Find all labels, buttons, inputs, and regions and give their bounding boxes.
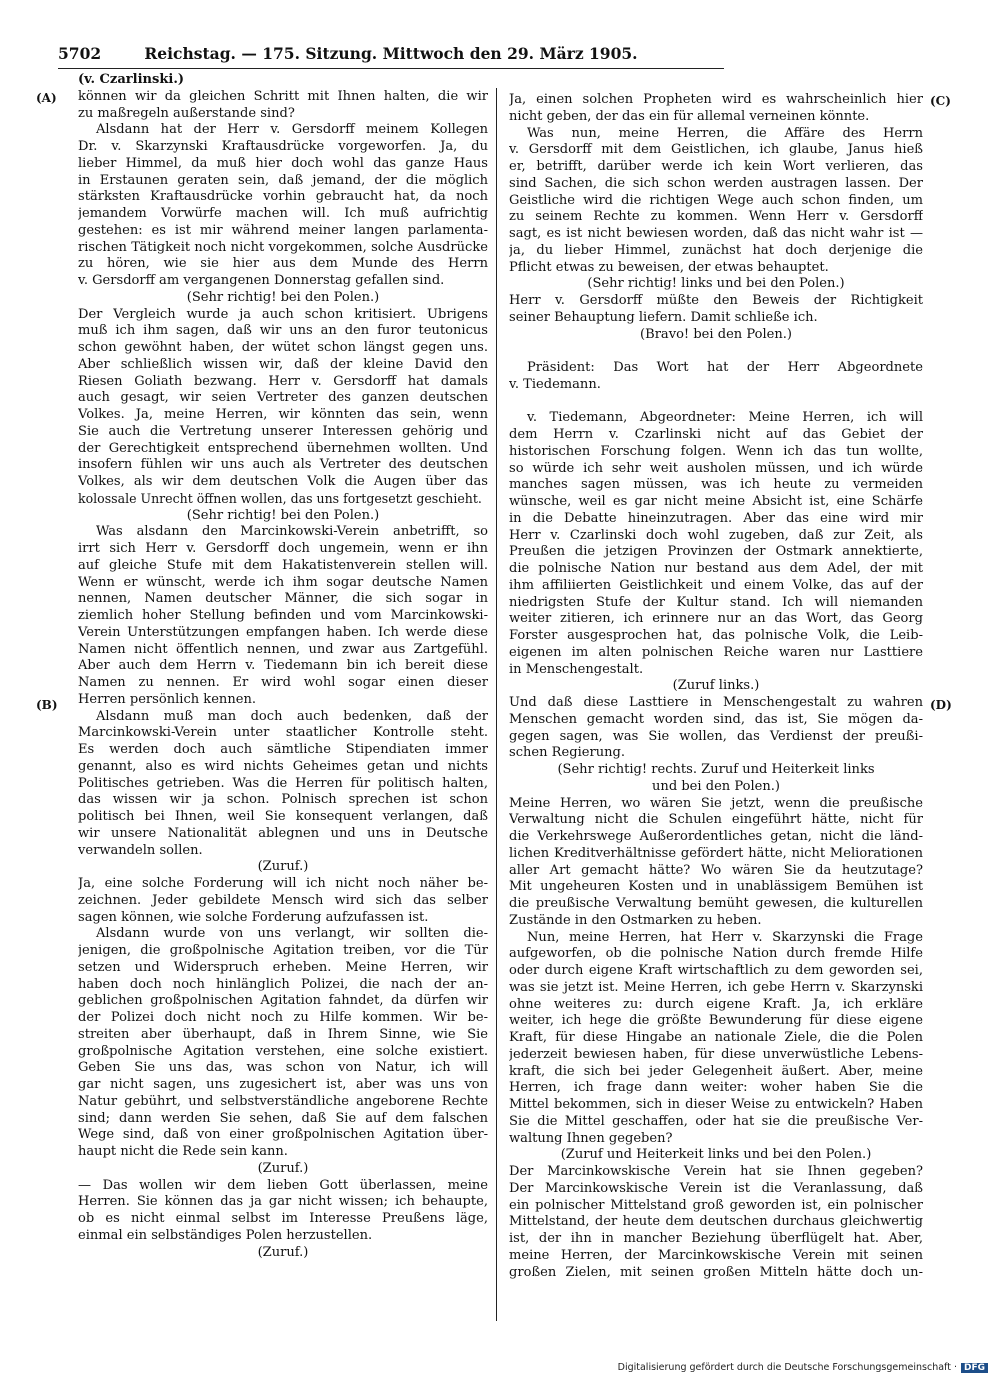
text-line: Volkes, als wir dem deutschen Volk die Augen über das	[78, 474, 488, 489]
margin-mark-d: (D)	[930, 698, 952, 712]
text-line: zu maßregeln außerstande sind?	[78, 105, 295, 121]
text-line: Pflicht etwas zu beweisen, der etwas behauptet.	[509, 259, 829, 275]
text-line: die preußische Verwaltung bemüht gewesen, die kulturellen	[509, 896, 923, 911]
margin-mark-a: (A)	[36, 91, 57, 105]
text-line: schen Regierung.	[509, 745, 626, 761]
text-line: sagen können, wie solche Forderung aufzufassen ist.	[78, 909, 429, 925]
page-number: 5702	[58, 44, 102, 63]
text-line: sind; dann werden Sie sehen, daß Sie auf dem falschen	[78, 1110, 488, 1126]
text-line: können wir da gleichen Schritt mit Ihnen halten, die wir	[78, 88, 488, 104]
text-line: Alsdann wurde von uns verlangt, wir sollten die-	[96, 926, 488, 942]
text-line: Geben Sie uns das, was schon von Natur, ich will	[78, 1060, 488, 1076]
text-line: Was alsdann den Marcinkowski-Verein anbetrifft, so	[96, 524, 488, 540]
text-line: kolossale Unrecht öffnen wollen, das uns fortgesetzt geschieht.	[78, 490, 482, 506]
interjection: (Sehr richtig! bei den Polen.)	[186, 289, 380, 305]
spacer	[509, 343, 923, 360]
text-line: auch gesagt, wir seien Vertreter des ganzen deutschen	[78, 390, 488, 406]
text-line: haben doch noch hinlänglich Polizei, die nach der an-	[78, 976, 488, 992]
text-line: Alsdann hat der Herr v. Gersdorff meinem Kollegen	[96, 122, 488, 138]
interjection: (Sehr richtig! links und bei den Polen.)	[587, 276, 845, 292]
text-line: in Menschengestalt.	[509, 661, 644, 677]
text-line: nicht geben, der das ein für allemal verneinen könnte.	[509, 108, 870, 124]
footer-credit	[618, 1362, 988, 1373]
text-line: die polnische Nation nur bestand aus dem Adel, der mit	[509, 561, 923, 576]
text-line: Politisches getrieben. Was die Herren für politisch halten,	[78, 775, 488, 791]
text-line: Herr v. Gersdorff müßte den Beweis der Richtigkeit	[509, 293, 923, 308]
page-header	[58, 44, 724, 68]
text-line: weiter zitieren, ich erinnere nur an das Wort, das Georg	[509, 611, 923, 627]
text-line: Der Vergleich wurde ja auch schon kritisiert. Übrigens	[78, 306, 488, 322]
text-line: der Gerechtigkeit entsprechend übernehmen wollten. Und	[78, 440, 488, 456]
interjection: (Zuruf.)	[257, 859, 309, 875]
margin-mark-b: (B)	[36, 698, 58, 712]
text-line: dem Herrn v. Czarlinski nicht auf das Gebiet der	[509, 427, 923, 442]
text-line: jederzeit bewiesen haben, für diese unverwüstliche Lebens-	[509, 1046, 923, 1062]
text-line: Mit ungeheuren Kosten und in unablässigem Bemühen ist	[509, 879, 923, 895]
column-divider	[496, 88, 497, 1321]
header-rule	[58, 68, 724, 69]
text-line: Mittelstand, der heute dem deutschen durchaus gleichwertig	[509, 1214, 923, 1230]
text-line: Sie die Mittel geschaffen, oder hat sie die preußische Ver-	[509, 1113, 923, 1129]
text-line: die Verkehrswege Außerordentliches getan, nicht die länd-	[509, 829, 923, 844]
text-line: muß ich ihm sagen, daß wir uns an den furor teutonicus	[78, 323, 488, 339]
text-line: Der Marcinkowskische Verein ist die Veranlassung, daß	[509, 1180, 923, 1196]
text-line: v. Tiedemann.	[509, 376, 601, 392]
text-line: Meine Herren, wo wären Sie jetzt, wenn die preußische	[509, 795, 923, 811]
text-line: Sie auch die Vertretung unserer Interessen gehörig und	[78, 423, 488, 439]
text-line: er, betrifft, darüber werde ich kein Wort verlieren, das	[509, 159, 923, 174]
text-line: historischen Forschung folgen. Wenn ich das tun wollte,	[509, 443, 923, 459]
text-line: oder durch eigene Kraft wirtschaftlich zu dem geworden sei,	[509, 963, 923, 978]
text-line: eigenen im alten polnischen Reiche waren nur Lasttiere	[509, 644, 923, 660]
text-line: nennen, Namen deutscher Männer, die sich sogar in	[78, 591, 488, 607]
text-line: Forster ausgesprochen hat, das polnische Volk, die Leib-	[509, 628, 923, 643]
text-line: auf gleiche Stufe mit dem Hakatistenverein stellen will.	[78, 557, 488, 573]
text-line: waltung Ihnen gegeben?	[509, 1130, 673, 1146]
text-line: gestehen: es ist mir während meiner langen parlamenta-	[78, 222, 488, 238]
text-line: Nun, meine Herren, hat Herr v. Skarzynski die Frage	[527, 929, 923, 945]
text-line: Preußen die jetzigen Provinzen der Ostmark annektierte,	[509, 544, 923, 560]
text-line: meine Herren, der Marcinkowskische Verein mit seinen	[509, 1247, 923, 1263]
text-line: — Das wollen wir dem lieben Gott überlassen, meine	[78, 1177, 488, 1193]
text-line: seiner Behauptung liefern. Damit schließe ich.	[509, 309, 818, 325]
text-line: aufgeworfen, ob die polnische Nation durch fremde Hilfe	[509, 946, 923, 962]
text-line: jenigen, die großpolnische Agitation treiben, vor die Tür	[78, 943, 488, 958]
text-line: Namen nicht öffentlich nennen, und zwar aus Zartgefühl.	[78, 641, 488, 657]
text-line: ein polnischer Mittelstand groß geworden ist, ein polnischer	[509, 1197, 923, 1213]
interjection: (Bravo! bei den Polen.)	[640, 326, 792, 342]
text-line: lieber Himmel, da muß hier doch wohl das ganze Haus	[78, 155, 488, 171]
text-line: großen Zielen, mit seinen großen Mitteln hätte doch un-	[509, 1264, 923, 1280]
text-line: wünsche, weil es gar nicht meine Absicht ist, eine Schärfe	[509, 494, 923, 509]
footer-text: Digitalisierung gefördert durch die Deutsche Forschungsgemeinschaft ·	[617, 1362, 957, 1373]
text-line: Ja, einen solchen Propheten wird es wahrscheinlich hier	[509, 92, 923, 107]
text-line: zu hören, wie sie hier aus dem Munde des Herrn	[78, 256, 488, 272]
text-line: ohne weiteres zu: durch eigene Kraft. Ja, ich erkläre	[509, 996, 923, 1012]
text-line: jemandem Vorwürfe machen will. Ich muß aufrichtig	[78, 206, 488, 221]
text-line: Herren persönlich kennen.	[78, 691, 257, 707]
text-line: politisch bei Ihnen, weil Sie konsequent verlangen, daß	[78, 809, 488, 824]
interjection: und bei den Polen.)	[652, 778, 780, 794]
interjection: (Sehr richtig! bei den Polen.)	[186, 507, 380, 523]
text-line: v. Gersdorff mit dem Geistlichen, ich glaube, Janus hieß	[509, 142, 923, 158]
text-line: das wissen wir ja schon. Polnisch sprechen ist schon	[78, 792, 488, 808]
dfg-logo: DFG	[961, 1363, 988, 1373]
text-line: gegen sagen, was Sie wollen, das Verdienst der preußi-	[509, 728, 923, 744]
text-line: ob es nicht einmal selbst im Interesse Preußens läge,	[78, 1211, 488, 1226]
text-line: niedrigsten Stufe der Kultur stand. Ich will niemanden	[509, 594, 923, 610]
text-line: genannt, also es wird nichts Geheimes getan und nichts	[78, 758, 488, 774]
text-line: Geistliche wird die richtigen Wege auch schon finden, um	[509, 192, 923, 208]
margin-mark-c: (C)	[930, 94, 951, 108]
text-line: sagt, es ist nicht bewiesen worden, daß das nicht wahr ist —	[509, 226, 923, 241]
text-line: lichen Kreditverhältnisse gefördert hätte, nicht Meliorationen	[509, 845, 923, 861]
text-line: haupt nicht die Rede sein kann.	[78, 1144, 288, 1159]
text-line: Namen zu nennen. Er wird wohl sogar einen dieser	[78, 675, 488, 690]
interjection: (Sehr richtig! rechts. Zuruf und Heiterkeit links	[557, 762, 875, 777]
text-line: Der Marcinkowskische Verein hat sie Ihnen gegeben?	[509, 1164, 923, 1179]
text-line: v. Gersdorff am vergangenen Donnerstag gefallen sind.	[78, 273, 445, 288]
text-line: Marcinkowski-Verein unter staatlicher Kontrolle steht.	[78, 725, 488, 741]
running-title: Reichstag. — 175. Sitzung. Mittwoch den 29. März 1905.	[144, 44, 638, 63]
text-line: manches sagen müssen, was ich heute zu vermeiden	[509, 477, 923, 493]
spacer	[509, 394, 923, 411]
text-line: ziemlich hoher Stellung befinden und vom Marcinkowski-	[78, 608, 488, 623]
text-line: verwandeln sollen.	[78, 842, 203, 858]
text-line: Und daß diese Lasttiere in Menschengestalt zu wahren	[509, 695, 923, 710]
text-line: ist, der ihn in mancher Beziehung überflügelt hat. Aber,	[509, 1231, 923, 1246]
text-line: Wege sind, daß von einer großpolnischen Agitation über-	[78, 1127, 488, 1143]
text-line: Wenn er wünscht, werde ich ihm sogar deutsche Namen	[78, 574, 488, 590]
text-line: zeichnen. Jeder gebildete Mensch wird sich das selber	[78, 892, 488, 908]
text-line: Mittel bekommen, sich in dieser Weise zu entwickeln? Haben	[509, 1097, 923, 1112]
text-line: Natur gebührt, und selbstverständliche angeborene Rechte	[78, 1093, 488, 1109]
text-line: in die Debatte hineinzutragen. Aber das eine wird mir	[509, 510, 923, 526]
text-line: Aber auch dem Herrn v. Tiedemann bin ich bereit diese	[78, 658, 488, 674]
text-line: so würde ich sehr weit ausholen müssen, und ich würde	[509, 460, 923, 476]
text-line: stärksten Kraftausdrücke vorhin gebraucht hat, da noch	[78, 189, 488, 205]
president-line: Präsident: Das Wort hat der Herr Abgeordnete	[527, 360, 923, 375]
text-line: Was nun, meine Herren, die Affäre des Herrn	[527, 125, 923, 141]
text-line: zu seinem Rechte zu kommen. Wenn Herr v. Gersdorff	[509, 209, 923, 225]
text-line: Aber schließlich wissen wir, daß der kleine David den	[78, 356, 488, 372]
text-line: streiten aber überhaupt, daß in Ihrem Sinne, wie Sie	[78, 1026, 488, 1042]
text-line: Kraft, für diese Hingabe an nationale Ziele, die die Polen	[509, 1030, 923, 1045]
text-line: Herren. Sie können das ja gar nicht wissen; ich behaupte,	[78, 1194, 488, 1210]
text-line: Herren, ich frage dann weiter: woher haben Sie die	[509, 1080, 923, 1096]
text-line: einmal ein selbständiges Polen herzustellen.	[78, 1227, 373, 1243]
speaker-tag: (v. Czarlinski.)	[78, 72, 185, 87]
text-line: ihm affiliierten Geistlichkeit und einem Volke, das auf der	[509, 577, 923, 593]
right-column	[509, 92, 923, 1281]
text-line: großpolnische Agitation verstehen, eine solche existiert.	[78, 1043, 488, 1059]
text-line: Ja, eine solche Forderung will ich nicht noch näher be-	[78, 876, 488, 891]
speaker-line: v. Tiedemann, Abgeordneter: Meine Herren, ich will	[527, 410, 923, 426]
text-line: Volkes. Ja, meine Herren, wir könnten das sein, wenn	[78, 407, 488, 422]
text-line: Herr v. Czarlinski doch wohl zugeben, daß zur Zeit, als	[509, 527, 923, 543]
interjection: (Zuruf.)	[257, 1244, 309, 1260]
text-line: insofern fühlen wir uns auch als Vertreter des deutschen	[78, 457, 488, 473]
text-line: Dr. v. Skarzynski Kraftausdrücke vorgeworfen. Ja, du	[78, 139, 488, 154]
interjection: (Zuruf.)	[257, 1160, 309, 1176]
text-line: Verwaltung nicht die Schulen eingeführt hätte, nicht für	[509, 812, 923, 828]
text-line: Riesen Goliath bezwang. Herr v. Gersdorff hat damals	[78, 373, 488, 389]
interjection: (Zuruf links.)	[672, 678, 760, 694]
text-line: Es werden doch auch sämtliche Stipendiaten immer	[78, 742, 488, 757]
text-line: aller Art gemacht hätte? Wo wären Sie da heutzutage?	[509, 862, 923, 878]
text-line: rischen Tätigkeit noch nicht vorgekommen, solche Ausdrücke	[78, 239, 488, 255]
text-line: ja, du lieber Himmel, zunächst hat doch derjenige die	[509, 242, 923, 258]
text-line: Menschen gemacht worden sind, das ist, Sie mögen da-	[509, 711, 923, 727]
text-line: geblichen großpolnischen Agitation fahndet, da dürfen wir	[78, 993, 488, 1009]
text-line: Alsdann muß man doch auch bedenken, daß der	[96, 708, 488, 724]
text-line: in Erstaunen geraten sein, daß jemand, der die möglich	[78, 172, 488, 188]
text-line: schon gewöhnt haben, der wütet schon längst gegen uns.	[78, 340, 488, 355]
text-line: kraft, die sich bei jeder Gelegenheit äußert. Aber, meine	[509, 1063, 923, 1079]
text-line: Zustände in den Ostmarken zu heben.	[509, 912, 762, 928]
text-line: irrt sich Herr v. Gersdorff doch ungemein, wenn er ihn	[78, 541, 488, 556]
text-line: der Polizei doch nicht noch zu Hilfe kommen. Wir be-	[78, 1010, 488, 1025]
text-line: was sie jetzt ist. Meine Herren, ich gebe Herrn v. Skarzynski	[509, 979, 923, 995]
left-column	[78, 72, 488, 1261]
text-line: setzen und Widerspruch erheben. Meine Herren, wir	[78, 959, 488, 975]
text-line: wir unsere Nationalität ablegnen und uns in Deutsche	[78, 825, 488, 841]
interjection: (Zuruf und Heiterkeit links und bei den Polen.)	[560, 1147, 872, 1163]
text-line: sind Sachen, die sich schon werden austragen lassen. Der	[509, 175, 923, 191]
text-line: Verein Unterstützungen empfangen haben. Ich werde diese	[78, 624, 488, 640]
text-line: weiter, ich hege die größte Bewunderung für diese eigene	[509, 1013, 923, 1029]
text-line: gar nicht sagen, uns zugesichert ist, aber was uns von	[78, 1077, 488, 1092]
